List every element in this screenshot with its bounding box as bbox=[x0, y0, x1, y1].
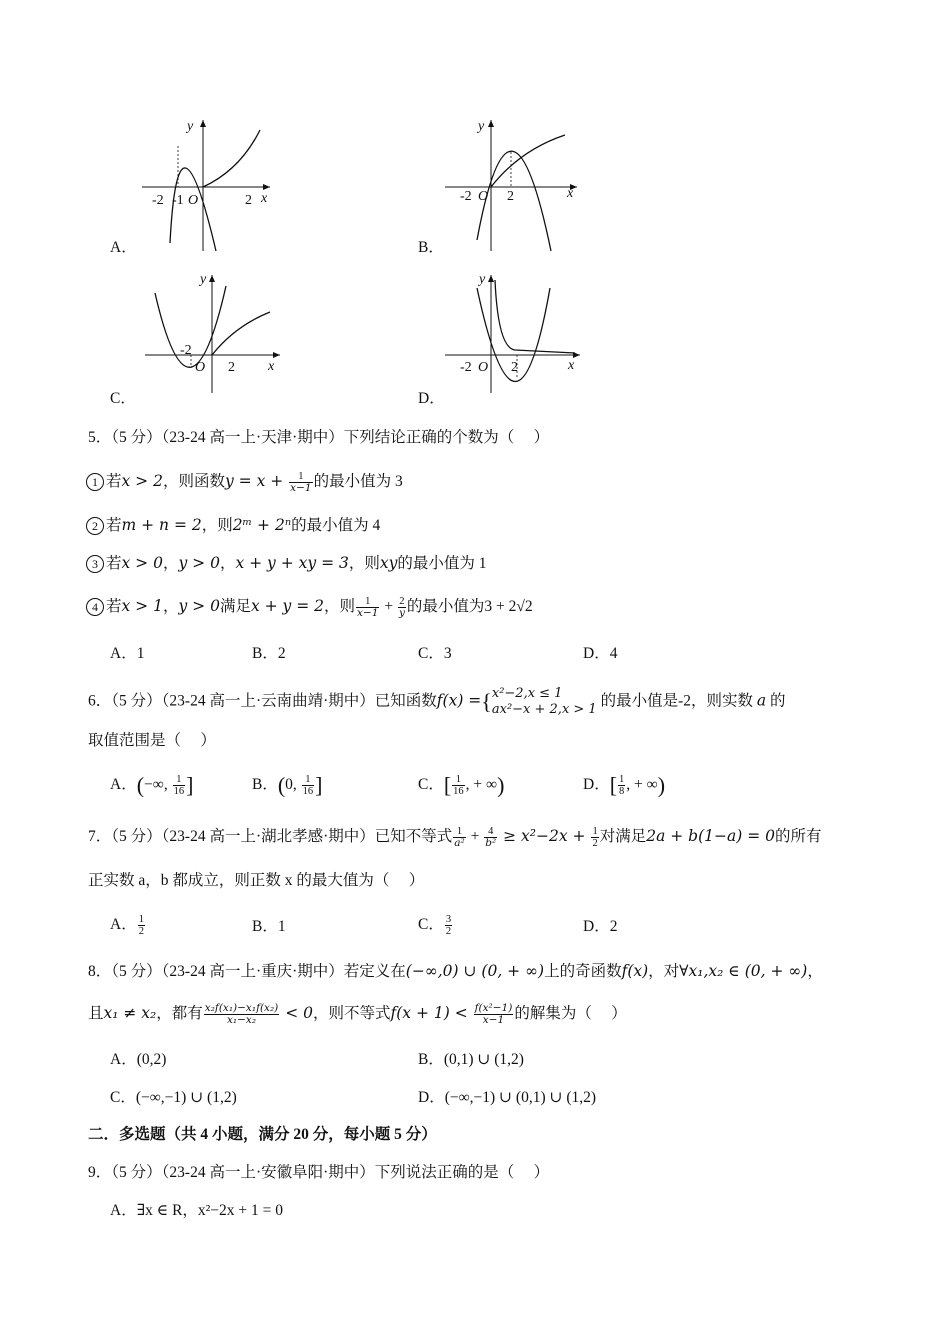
section-heading: 二．多选题（共 4 小题，满分 20 分，每小题 5 分） bbox=[88, 1126, 437, 1143]
option-d[interactable]: D．[ $\frac{1}{8}$ , + ∞) bbox=[583, 772, 666, 798]
tick-label: 2 bbox=[228, 360, 235, 375]
option-c[interactable]: C．(−∞,−1) ∪ (1,2) bbox=[110, 1089, 237, 1106]
question-9-header: 9．（5 分）（23-24 高一上·安徽阜阳·期中）下列说法正确的是（ ） bbox=[88, 1164, 550, 1181]
origin-label: O bbox=[195, 360, 206, 375]
origin-label: O bbox=[478, 189, 489, 204]
question-5-header: 5．（5 分）（23-24 高一上·天津·期中）下列结论正确的个数为（ ） bbox=[88, 429, 550, 446]
question-7-line-1: 7．（5 分）（23-24 高一上·湖北孝感·期中）已知不等式 $\frac{1}{\text{a²}}$ + $\frac{4}{\text{b²}}$ ≥ x²−2x + $\frac{1}{2}$ 对满足2a + b(1−a) = 0的所有 bbox=[88, 826, 822, 849]
q5-item-1: 1 若x > 2，则函数y = x + $\frac{1}{x-1}$ 的最小值为 3 bbox=[86, 471, 403, 494]
option-c[interactable]: C． $\frac{3}{2}$ bbox=[418, 914, 452, 937]
y-axis-label: y bbox=[479, 272, 486, 287]
question-8-line-1: 8．（5 分）（23-24 高一上·重庆·期中）若定义在(−∞,0) ∪ (0, + ∞)上的奇函数f(x)，对∀x₁,x₂ ∈ (0, + ∞)， bbox=[88, 962, 823, 980]
question-8-line-2: 且x₁ ≠ x₂，都有 $\frac{\text{x₂f(x₁)−x₁f(x₂)}}{\text{x₁−x₂}}$ < 0，则不等式f(x + 1) < $\frac{\text{f(x²−1)}}{x-1}$ 的解集为（ ） bbox=[88, 1002, 627, 1026]
y-axis-label: y bbox=[200, 272, 207, 287]
option-b[interactable]: B．(0, $\frac{1}{16}$ ] bbox=[252, 772, 323, 798]
tick-label: -2 bbox=[460, 360, 472, 375]
x-axis-label: x bbox=[567, 186, 574, 201]
tick-label: -2 bbox=[152, 193, 164, 208]
option-b[interactable]: B．1 bbox=[252, 918, 286, 935]
option-c[interactable]: C．[ $\frac{1}{16}$ , + ∞) bbox=[418, 772, 505, 798]
option-label[interactable]: A． bbox=[110, 239, 137, 256]
option-a[interactable]: A．(−∞, $\frac{1}{16}$ ] bbox=[110, 772, 194, 798]
option-d[interactable]: D．2 bbox=[583, 918, 618, 935]
graph-c bbox=[140, 268, 285, 398]
option-d[interactable]: D．(−∞,−1) ∪ (0,1) ∪ (1,2) bbox=[418, 1089, 597, 1106]
x-axis-label: x bbox=[268, 359, 275, 374]
graph-b bbox=[440, 115, 585, 255]
option-c[interactable]: C．3 bbox=[418, 645, 452, 662]
graph-a bbox=[140, 115, 280, 255]
option-label[interactable]: D． bbox=[418, 390, 445, 407]
x-axis-label: x bbox=[568, 358, 575, 373]
tick-label: 2 bbox=[245, 193, 252, 208]
tick-label: -2 bbox=[460, 189, 472, 204]
q5-item-4: 4 若x > 1，y > 0满足x + y = 2，则 $\frac{1}{x-1}$ + $\frac{2}{y}$ 的最小值为3 + 2√2 bbox=[86, 596, 533, 619]
q5-item-3: 3 若x > 0，y > 0，x + y + xy = 3，则xy的最小值为 1 bbox=[86, 553, 487, 574]
option-a[interactable]: A．1 bbox=[110, 645, 145, 662]
q5-item-2: 2 若m + n = 2，则2ᵐ + 2ⁿ的最小值为 4 bbox=[86, 515, 380, 536]
option-a[interactable]: A．(0,2) bbox=[110, 1051, 167, 1068]
tick-label: 2 bbox=[507, 189, 514, 204]
origin-label: O bbox=[478, 360, 489, 375]
graph-d bbox=[440, 268, 585, 398]
question-6-line-2: 取值范围是（ ） bbox=[88, 732, 216, 749]
y-axis-label: y bbox=[187, 119, 194, 134]
option-d[interactable]: D．4 bbox=[583, 645, 618, 662]
option-b[interactable]: B．(0,1) ∪ (1,2) bbox=[418, 1051, 524, 1068]
question-6-line-1: 6．（5 分）（23-24 高一上·云南曲靖·期中）已知函数f(x) ={ x²−2,x ≤ 1 ax²−x + 2,x > 1 的最小值是-2，则实数 a 的 bbox=[88, 686, 786, 717]
x-axis-label: x bbox=[261, 191, 268, 206]
option-a[interactable]: A．∃x ∈ R，x²−2x + 1 = 0 bbox=[110, 1202, 284, 1219]
tick-label: -2 bbox=[180, 343, 192, 358]
y-axis-label: y bbox=[478, 119, 485, 134]
option-label[interactable]: C． bbox=[110, 390, 136, 407]
option-label[interactable]: B． bbox=[418, 239, 444, 256]
tick-label: -1 bbox=[172, 193, 184, 208]
question-7-line-2: 正实数 a，b 都成立，则正数 x 的最大值为（ ） bbox=[88, 872, 425, 889]
option-b[interactable]: B．2 bbox=[252, 645, 286, 662]
option-a[interactable]: A． $\frac{1}{2}$ bbox=[110, 914, 144, 937]
tick-label: 2 bbox=[511, 360, 518, 375]
origin-label: O bbox=[188, 193, 199, 208]
